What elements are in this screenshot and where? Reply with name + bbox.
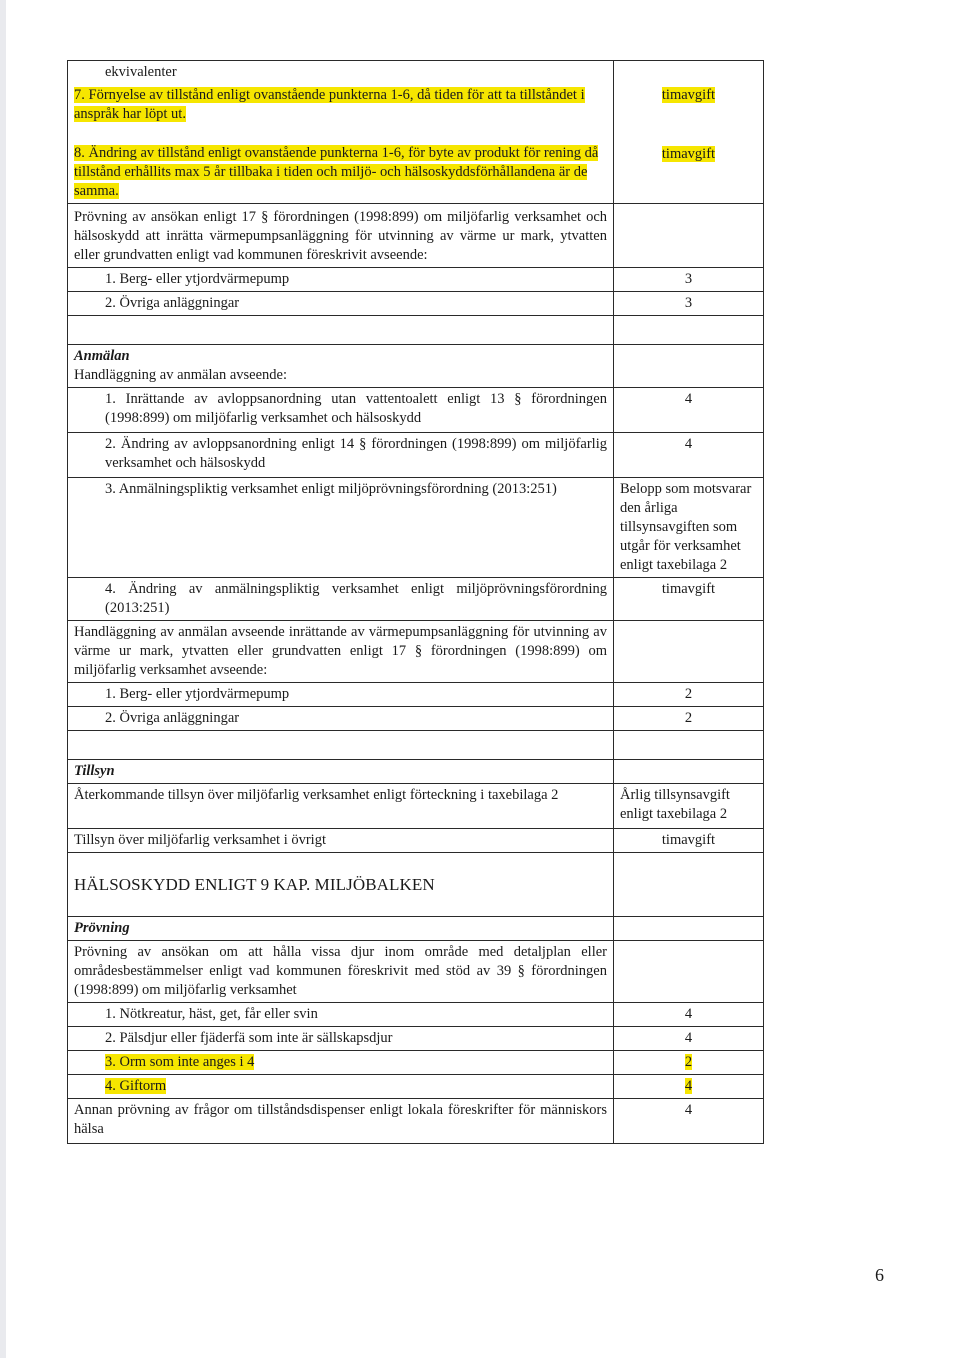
item-7-text: 7. Förnyelse av tillstånd enligt ovanstående punkterna 1-6, då tiden för att ta tillståndet i anspråk har löpt ut. (74, 87, 585, 122)
table-row (68, 388, 764, 433)
table-row (68, 683, 764, 707)
row-text (68, 61, 614, 204)
table-row (68, 707, 764, 731)
provning-heading: Prövning (68, 917, 614, 941)
table-row (68, 917, 764, 941)
table-row (68, 1075, 764, 1099)
row-fee (614, 61, 764, 204)
table-row (68, 621, 764, 683)
list-item-label: 4. Ändring av anmälningspliktig verksamhet enligt miljöprövningsförordning (2013:251) (68, 578, 614, 621)
list-item-label: 2. Övriga anläggningar (68, 292, 614, 316)
list-item-label: 3. Anmälningspliktig verksamhet enligt miljöprövningsförordning (2013:251) (68, 478, 614, 578)
table-row (68, 784, 764, 829)
list-item-label: 1. Berg- eller ytjordvärmepump (68, 268, 614, 292)
tillsyn-row-fee: Årlig tillsynsavgift enligt taxebilaga 2 (614, 784, 764, 829)
table-row (68, 578, 764, 621)
list-item-label: 3. Orm som inte anges i 4 (105, 1054, 255, 1070)
list-item-fee: 2 (614, 707, 764, 731)
list-item-fee: 3 (614, 268, 764, 292)
table-row (68, 478, 764, 578)
list-item-fee: 4 (684, 1078, 693, 1094)
fee-table (67, 60, 764, 1144)
table-row (68, 760, 764, 784)
tillsyn-row-label: Återkommande tillsyn över miljöfarlig verksamhet enligt förteckning i taxebilaga 2 (68, 784, 614, 829)
section-title: HÄLSOSKYDD ENLIGT 9 KAP. MILJÖBALKEN (68, 853, 614, 917)
provning-djur-text: Prövning av ansökan om att hålla vissa djur inom område med detaljplan eller områdesbestämmelser enligt vad kommunen föreskrivit med stöd av 39 § förordningen (1998:899) om miljöfarlig verksamhet (68, 941, 614, 1003)
item-8-text: 8. Ändring av tillstånd enligt ovanstående punkterna 1-6, för byte av produkt för rening då tillstånd erhållits max 5 år tillbaka i tiden och miljö- och hälsoskyddsförhållandena är de samma. (74, 145, 599, 199)
page-number: 6 (875, 1265, 884, 1285)
annan-provning-fee: 4 (614, 1099, 764, 1144)
table-row (68, 853, 764, 917)
anmalan-intro: Handläggning av anmälan avseende: (74, 367, 287, 383)
anmalan-heading: Anmälan (74, 348, 130, 364)
table-row (68, 1099, 764, 1144)
list-item-label: 2. Ändring av avloppsanordning enligt 14 § förordningen (1998:899) om miljöfarlig verksamhet och hälsoskydd (68, 433, 614, 478)
ekvivalenter-text: ekvivalenter (105, 64, 177, 80)
anmalan-varmepump-text: Handläggning av anmälan avseende inrättande av värmepumpsanläggning för utvinning av värme ur mark, ytvatten eller grundvatten enligt 17 § förordningen (1998:899) om miljöfarlig verksamhet avseende: (68, 621, 614, 683)
table-row (68, 433, 764, 478)
item-7-fee: timavgift (661, 87, 716, 103)
list-item-fee: 2 (614, 683, 764, 707)
list-item-label: 1. Nötkreatur, häst, get, får eller svin (68, 1003, 614, 1027)
table-row (68, 268, 764, 292)
table-row (68, 204, 764, 268)
table-row (68, 941, 764, 1003)
spacer-row (68, 316, 764, 345)
list-item-label: 2. Pälsdjur eller fjäderfä som inte är sällskapsdjur (68, 1027, 614, 1051)
table-row (68, 1003, 764, 1027)
annan-provning-text: Annan prövning av frågor om tillståndsdispenser enligt lokala föreskrifter för människors hälsa (68, 1099, 614, 1144)
table-row (68, 345, 764, 388)
list-item-label: 2. Övriga anläggningar (68, 707, 614, 731)
list-item-fee: 4 (614, 433, 764, 478)
list-item-fee: Belopp som motsvarar den årliga tillsynsavgiften som utgår för verksamhet enligt taxebilaga 2 (614, 478, 764, 578)
list-item-fee: 4 (614, 388, 764, 433)
spacer-row (68, 731, 764, 760)
list-item-fee: 4 (614, 1027, 764, 1051)
tillsyn-heading: Tillsyn (68, 760, 614, 784)
item-8-fee: timavgift (661, 146, 716, 162)
table-row (68, 61, 764, 204)
tillsyn-row-fee: timavgift (614, 829, 764, 853)
list-item-fee: 3 (614, 292, 764, 316)
list-item-fee: timavgift (614, 578, 764, 621)
page-edge (0, 0, 6, 1358)
list-item-label: 1. Berg- eller ytjordvärmepump (68, 683, 614, 707)
table-row (68, 829, 764, 853)
tillsyn-row-label: Tillsyn över miljöfarlig verksamhet i övrigt (68, 829, 614, 853)
table-row (68, 1051, 764, 1075)
table-row (68, 292, 764, 316)
provning-varmepump-text: Prövning av ansökan enligt 17 § förordningen (1998:899) om miljöfarlig verksamhet och hälsoskydd att inrätta värmepumpsanläggning för utvinning av värme ur mark, ytvatten eller grundvatten enligt vad kommunen föreskrivit avseende: (68, 204, 614, 268)
table-row (68, 1027, 764, 1051)
list-item-label: 4. Giftorm (105, 1078, 167, 1094)
list-item-fee: 4 (614, 1003, 764, 1027)
list-item-fee: 2 (684, 1054, 693, 1070)
list-item-label: 1. Inrättande av avloppsanordning utan vattentoalett enligt 13 § förordningen (1998:899) om miljöfarlig verksamhet och hälsoskydd (68, 388, 614, 433)
